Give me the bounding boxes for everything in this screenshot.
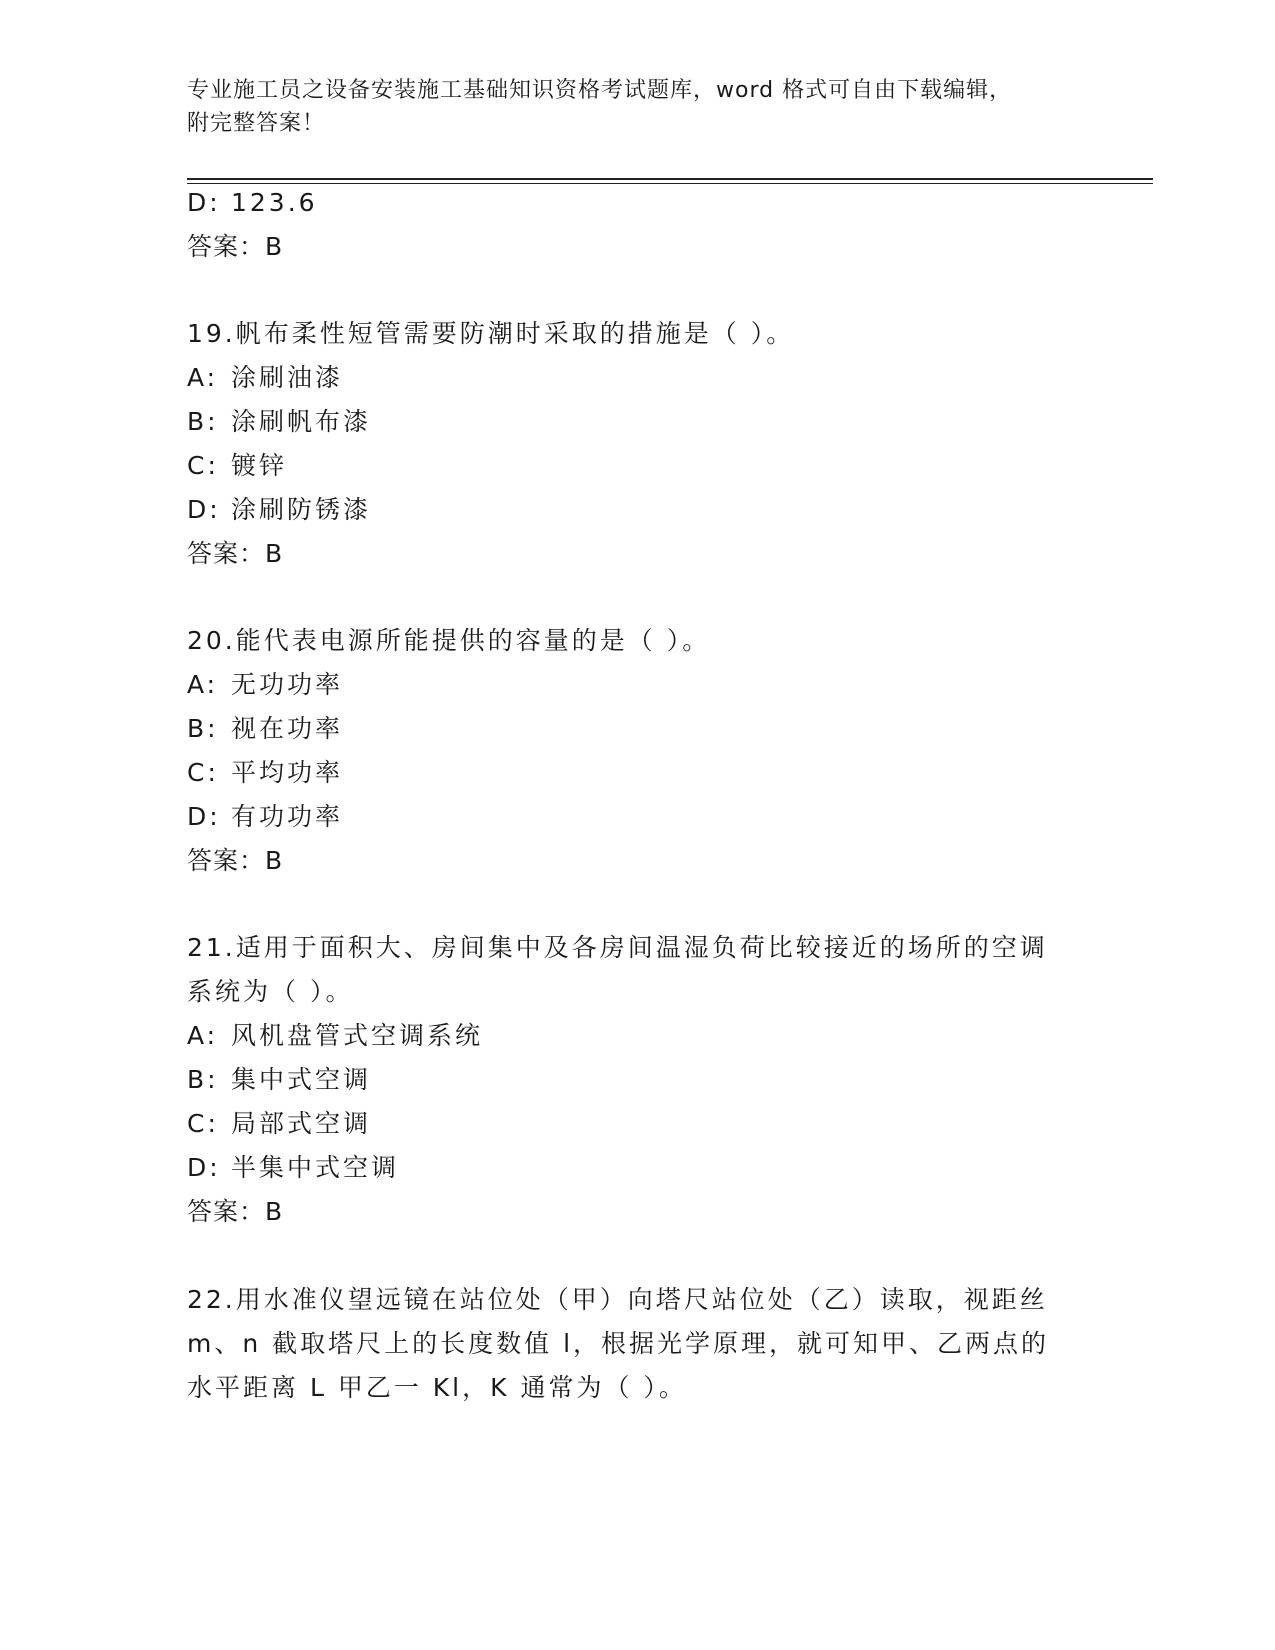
option-text: 无功功率 bbox=[231, 670, 344, 699]
option-text: 镀锌 bbox=[231, 451, 288, 480]
option-b bbox=[187, 405, 371, 439]
option-key: D: bbox=[187, 1153, 221, 1182]
answer-line: 答案：B bbox=[187, 846, 284, 875]
question-stem: 22.用水准仪望远镜在站位处（甲）向塔尺站位处（乙）读取，视距丝 bbox=[187, 1285, 1048, 1314]
option-key: C: bbox=[187, 1109, 219, 1138]
header-line-2: 附完整答案！ bbox=[187, 111, 326, 136]
question-stem-continued: 系统为（ ）。 bbox=[187, 977, 354, 1006]
option-key: A: bbox=[187, 363, 219, 392]
option-text: 涂刷帆布漆 bbox=[231, 407, 372, 436]
option-text: 风机盘管式空调系统 bbox=[231, 1021, 484, 1050]
option-text: 涂刷防锈漆 bbox=[231, 495, 372, 524]
header-divider bbox=[187, 178, 1153, 184]
option-d bbox=[187, 186, 318, 220]
option-key: A: bbox=[187, 1021, 219, 1050]
option-c bbox=[187, 756, 343, 790]
option-key: D: bbox=[187, 495, 221, 524]
option-b bbox=[187, 1063, 371, 1097]
option-key: C: bbox=[187, 758, 219, 787]
header-line-1: 专业施工员之设备安装施工基础知识资格考试题库，word 格式可自由下载编辑， bbox=[187, 78, 1013, 103]
option-key: B: bbox=[187, 714, 219, 743]
option-a bbox=[187, 361, 343, 395]
question-stem: 19.帆布柔性短管需要防潮时采取的措施是（ ）。 bbox=[187, 319, 795, 348]
page-header bbox=[187, 74, 1067, 140]
option-c bbox=[187, 449, 287, 483]
option-key: A: bbox=[187, 670, 219, 699]
option-text: 视在功率 bbox=[231, 714, 344, 743]
question-stem-continued: 水平距离 L 甲乙一 Kl，K 通常为（ ）。 bbox=[187, 1373, 687, 1402]
option-d bbox=[187, 800, 343, 834]
option-key: B: bbox=[187, 1065, 219, 1094]
option-d bbox=[187, 1151, 399, 1185]
option-key: C: bbox=[187, 451, 219, 480]
option-b bbox=[187, 712, 343, 746]
answer-line: 答案：B bbox=[187, 1197, 284, 1226]
question-stem: 21.适用于面积大、房间集中及各房间温湿负荷比较接近的场所的空调 bbox=[187, 933, 1048, 962]
option-d bbox=[187, 493, 371, 527]
option-a bbox=[187, 1019, 483, 1053]
answer-line: 答案：B bbox=[187, 539, 284, 568]
option-key: B: bbox=[187, 407, 219, 436]
option-text: 涂刷油漆 bbox=[231, 363, 344, 392]
option-text: 集中式空调 bbox=[231, 1065, 372, 1094]
question-stem: 20.能代表电源所能提供的容量的是（ ）。 bbox=[187, 626, 711, 655]
option-text: 局部式空调 bbox=[231, 1109, 372, 1138]
option-key: D: bbox=[187, 802, 221, 831]
option-text: 有功功率 bbox=[231, 802, 344, 831]
option-a bbox=[187, 668, 343, 702]
answer-line: 答案：B bbox=[187, 232, 284, 261]
option-key: D: bbox=[187, 188, 221, 217]
option-text: 半集中式空调 bbox=[231, 1153, 400, 1182]
option-text: 123.6 bbox=[231, 188, 318, 217]
question-stem-continued: m、n 截取塔尺上的长度数值 l，根据光学原理，就可知甲、乙两点的 bbox=[187, 1329, 1050, 1358]
option-c bbox=[187, 1107, 371, 1141]
option-text: 平均功率 bbox=[231, 758, 344, 787]
